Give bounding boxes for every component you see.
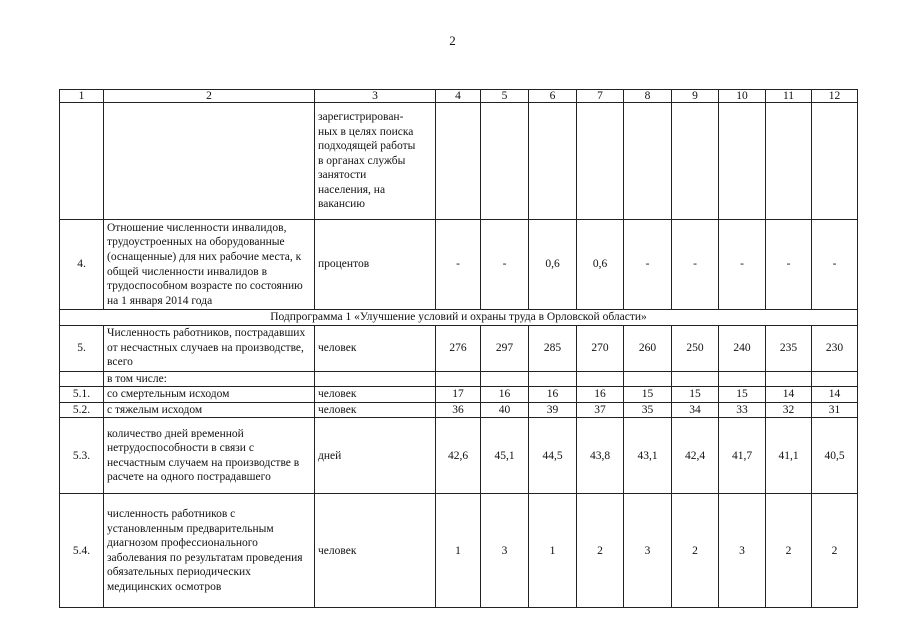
value-cell: 14 [766, 387, 812, 403]
value-cell: - [481, 220, 529, 310]
indicator-name: Отношение численности инвалидов, трудоустроенных на оборудованные (оснащенные) для них рабочие места, к общей численности инвалидов в трудоспособном возрасте по состоянию на 1 января 2014 года [104, 220, 315, 310]
header-cell: 7 [577, 90, 624, 103]
value-cell: 16 [529, 387, 577, 403]
value-cell: 3 [719, 494, 766, 608]
header-cell: 3 [315, 90, 436, 103]
row-number: 5.1. [60, 387, 104, 403]
value-cell: - [812, 220, 858, 310]
subprogram-row [60, 310, 858, 326]
value-cell: 276 [436, 325, 481, 371]
table-row [60, 220, 858, 310]
value-cell: 40,5 [812, 418, 858, 494]
value-cell: - [436, 220, 481, 310]
indicator-name: количество дней временной нетрудоспособности в связи с несчастным случаем на производстве в расчете на одного пострадавшего [104, 418, 315, 494]
indicators-table [59, 89, 858, 608]
value-cell: 270 [577, 325, 624, 371]
value-cell: 0,6 [577, 220, 624, 310]
value-cell: 250 [672, 325, 719, 371]
indicator-name: Численность работников, пострадавших от несчастных случаев на производстве, всего [104, 325, 315, 371]
value-cell: 3 [624, 494, 672, 608]
value-cell: 36 [436, 402, 481, 418]
value-cell: 41,1 [766, 418, 812, 494]
value-cell: 1 [529, 494, 577, 608]
value-cell: 43,8 [577, 418, 624, 494]
header-cell: 4 [436, 90, 481, 103]
row-number: 5. [60, 325, 104, 371]
column-number-row [60, 90, 858, 103]
value-cell: 16 [577, 387, 624, 403]
header-cell: 1 [60, 90, 104, 103]
value-cell: 41,7 [719, 418, 766, 494]
including-label: в том числе: [104, 371, 315, 387]
header-cell: 2 [104, 90, 315, 103]
unit-cell: человек [315, 325, 436, 371]
value-cell: 3 [481, 494, 529, 608]
table-row [60, 103, 858, 220]
table-row [60, 494, 858, 608]
value-cell: 0,6 [529, 220, 577, 310]
unit-cell: дней [315, 418, 436, 494]
table-row [60, 325, 858, 371]
value-cell: 15 [719, 387, 766, 403]
page-number: 2 [449, 33, 456, 48]
value-cell: 15 [672, 387, 719, 403]
table-row [60, 402, 858, 418]
value-cell: 260 [624, 325, 672, 371]
value-cell: 1 [436, 494, 481, 608]
value-cell: 39 [529, 402, 577, 418]
value-cell: 235 [766, 325, 812, 371]
table-row [60, 387, 858, 403]
value-cell: 43,1 [624, 418, 672, 494]
subprogram-title: Подпрограмма 1 «Улучшение условий и охраны труда в Орловской области» [60, 310, 858, 326]
value-cell: 31 [812, 402, 858, 418]
value-cell: 230 [812, 325, 858, 371]
value-cell: 16 [481, 387, 529, 403]
value-cell: - [766, 220, 812, 310]
table-row [60, 418, 858, 494]
row-number: 5.2. [60, 402, 104, 418]
value-cell: 14 [812, 387, 858, 403]
indicator-name: с тяжелым исходом [104, 402, 315, 418]
row-number: 5.3. [60, 418, 104, 494]
value-cell: 2 [577, 494, 624, 608]
unit-cell: человек [315, 402, 436, 418]
value-cell: - [672, 220, 719, 310]
header-cell: 9 [672, 90, 719, 103]
row-number: 4. [60, 220, 104, 310]
unit-cell: зарегистрирован- ных в целях поиска подходящей работы в органах службы занятости населения, на вакансию [315, 103, 436, 220]
value-cell: 42,4 [672, 418, 719, 494]
value-cell: 240 [719, 325, 766, 371]
header-cell: 6 [529, 90, 577, 103]
value-cell: 45,1 [481, 418, 529, 494]
value-cell: - [624, 220, 672, 310]
unit-cell: человек [315, 494, 436, 608]
header-cell: 11 [766, 90, 812, 103]
unit-cell: человек [315, 387, 436, 403]
value-cell: 33 [719, 402, 766, 418]
value-cell: 15 [624, 387, 672, 403]
header-cell: 12 [812, 90, 858, 103]
value-cell: 2 [672, 494, 719, 608]
header-cell: 10 [719, 90, 766, 103]
table-row [60, 371, 858, 387]
indicator-name: со смертельным исходом [104, 387, 315, 403]
value-cell: 297 [481, 325, 529, 371]
value-cell: 17 [436, 387, 481, 403]
value-cell: 44,5 [529, 418, 577, 494]
value-cell: 2 [766, 494, 812, 608]
value-cell: 42,6 [436, 418, 481, 494]
unit-cell: процентов [315, 220, 436, 310]
value-cell: 35 [624, 402, 672, 418]
value-cell: - [719, 220, 766, 310]
header-cell: 8 [624, 90, 672, 103]
row-number: 5.4. [60, 494, 104, 608]
value-cell: 34 [672, 402, 719, 418]
value-cell: 285 [529, 325, 577, 371]
value-cell: 40 [481, 402, 529, 418]
indicator-name: численность работников с установленным предварительным диагнозом профессионального заболевания по результатам проведения обязательных периодических медицинских осмотров [104, 494, 315, 608]
header-cell: 5 [481, 90, 529, 103]
value-cell: 37 [577, 402, 624, 418]
value-cell: 32 [766, 402, 812, 418]
value-cell: 2 [812, 494, 858, 608]
